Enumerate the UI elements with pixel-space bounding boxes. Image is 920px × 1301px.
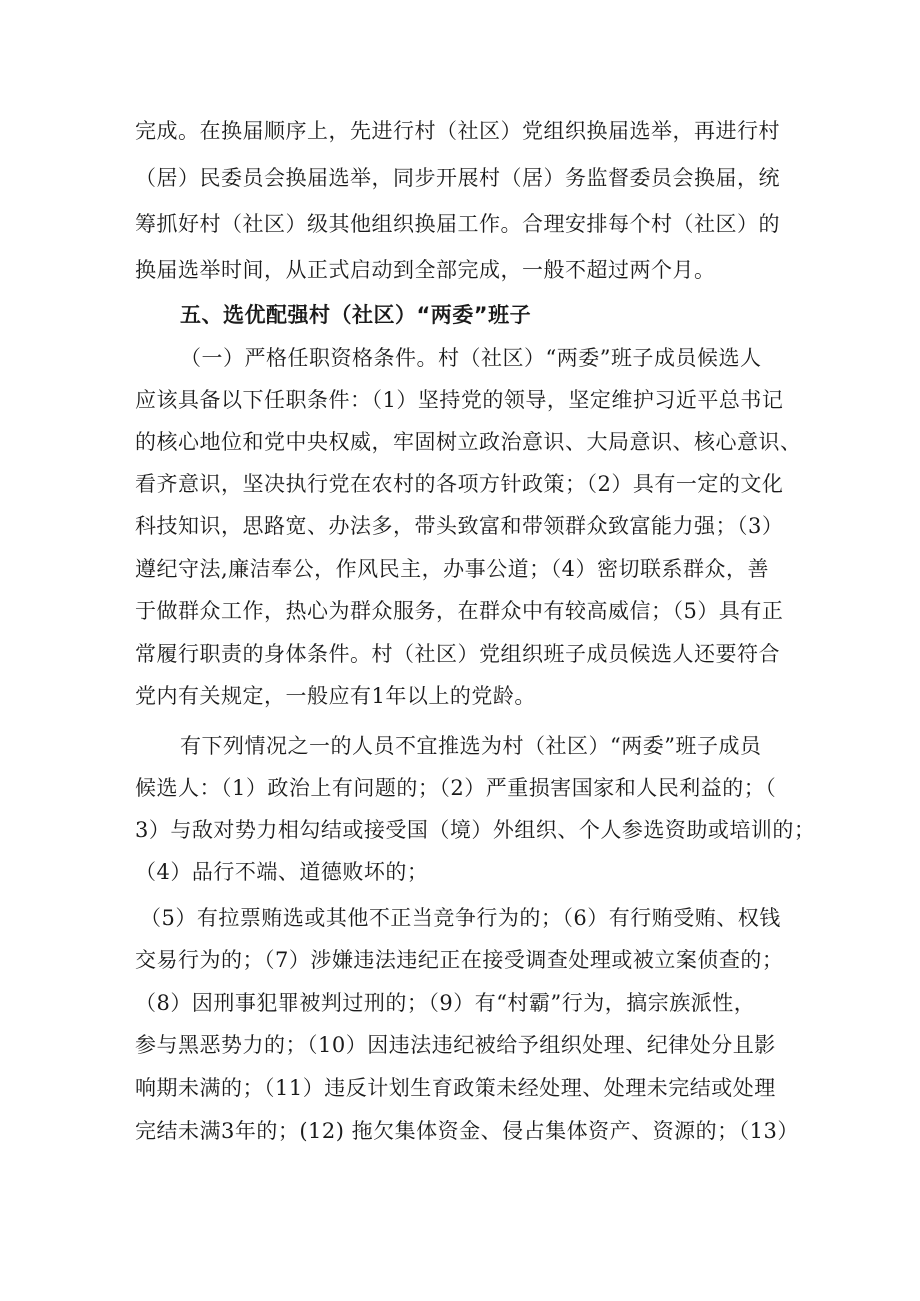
text-line: 的核心地位和党中央权威，牢固树立政治意识、大局意识、核心意识、	[135, 430, 802, 454]
text-line: 常履行职责的身体条件。村（社区）党组织班子成员候选人还要符合	[135, 642, 780, 666]
text-line: （8）因刑事犯罪被判过刑的；（9）有“村霸”行为，搞宗族派性，	[135, 991, 756, 1015]
text-line: 应该具备以下任职条件：（1）坚持党的领导，坚定维护习近平总书记	[135, 388, 784, 412]
text-line: 筹抓好村（社区）级其他组织换届工作。合理安排每个村（社区）的	[135, 212, 780, 236]
text-line: 候选人：（1）政治上有问题的；（2）严重损害国家和人民利益的；（	[135, 776, 777, 800]
text-line: 于做群众工作，热心为群众服务，在群众中有较高威信；（5）具有正	[135, 599, 784, 623]
text-line: 完成。在换届顺序上，先进行村（社区）党组织换届选举，再进行村	[135, 119, 780, 143]
section-heading: 五、选优配强村（社区）“两委”班子	[180, 303, 532, 327]
text-line: 参与黑恶势力的；（10）因违法违纪被给予组织处理、纪律处分且影	[135, 1033, 776, 1057]
text-line: 有下列情况之一的人员不宜推选为村（社区）“两委”班子成员	[180, 734, 762, 758]
text-line: 交易行为的；（7）涉嫌违法违纪正在接受调查处理或被立案侦查的；	[135, 948, 784, 972]
text-line: （5）有拉票贿选或其他不正当竞争行为的；（6）有行贿受贿、权钱	[140, 906, 781, 930]
text-line: 完结未满3年的；(12) 拖欠集体资金、侵占集体资产、资源的；（13）	[135, 1119, 799, 1143]
text-line: 看齐意识，坚决执行党在农村的各项方针政策；（2）具有一定的文化	[135, 472, 784, 496]
text-line: 3）与敌对势力相勾结或接受国（境）外组织、个人参选资助或培训的；	[135, 818, 816, 842]
text-line: 响期未满的；（11）违反计划生育政策未经处理、处理未完结或处理	[135, 1076, 776, 1100]
text-line: 科技知识，思路宽、办法多，带头致富和带领群众致富能力强；（3）	[135, 514, 784, 538]
text-line: （4）品行不端、道德败坏的；	[135, 860, 429, 884]
text-line: （一）严格任职资格条件。村（社区）“两委”班子成员候选人	[180, 346, 762, 370]
text-line: 换届选举时间，从正式启动到全部完成，一般不超过两个月。	[135, 258, 716, 282]
text-line: 遵纪守法,廉洁奉公，作风民主，办事公道；（4）密切联系群众，善	[135, 557, 770, 581]
text-line: （居）民委员会换届选举，同步开展村（居）务监督委员会换届，统	[135, 166, 780, 190]
text-line: 党内有关规定，一般应有1年以上的党龄。	[135, 684, 536, 708]
